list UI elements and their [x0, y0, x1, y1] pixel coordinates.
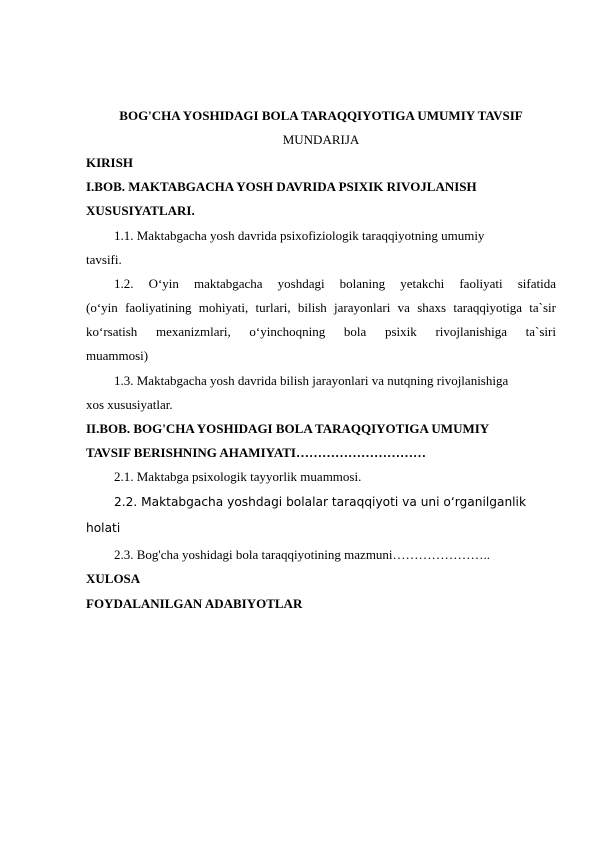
- toc-section-1-1-line1: 1.1. Maktabgacha yosh davrida psixofiziologik taraqqiyotning umumiy: [114, 228, 485, 243]
- toc-section-1-1-line2: tavsifi.: [86, 252, 122, 267]
- document-title: BOG'CHA YOSHIDAGI BOLA TARAQQIYOTIGA UMUMIY TAVSIF: [119, 108, 523, 123]
- toc-references: FOYDALANILGAN ADABIYOTLAR: [86, 596, 303, 611]
- toc-section-2-1: 2.1. Maktabga psixologik tayyorlik muammosi.: [114, 469, 362, 484]
- toc-section-2-2-line1: 2.2. Maktabgacha yoshdagi bolalar taraqqiyoti va uni o‘rganilganlik: [114, 495, 527, 509]
- toc-section-2-3: 2.3. Bog'cha yoshidagi bola taraqqiyotining mazmuni…………………..: [114, 547, 491, 562]
- toc-chapter1-title-line2: XUSUSIYATLARI.: [86, 203, 195, 218]
- toc-chapter2-title-line2: TAVSIF BERISHNING AHAMIYATI…………………………: [86, 445, 426, 460]
- toc-section-1-2-line1: 1.2. O‘yin maktabgacha yoshdagi bolaning yetakchi faoliyati sifatida: [114, 276, 556, 291]
- toc-section-1-2-line4: muammosi): [86, 348, 149, 363]
- toc-section-1-2-line3: ko‘rsatish mexanizmlari, o‘yinchoqning bola psixik rivojlanishiga ta`siri: [86, 324, 556, 339]
- toc-chapter1-title-line1: I.BOB. MAKTABGACHA YOSH DAVRIDA PSIXIK RIVOJLANISH: [86, 179, 477, 194]
- toc-conclusion: XULOSA: [86, 571, 141, 586]
- toc-heading: MUNDARIJA: [282, 132, 360, 147]
- toc-section-1-3-line1: 1.3. Maktabgacha yosh davrida bilish jarayonlari va nutqning rivojlanishiga: [114, 373, 509, 388]
- toc-intro: KIRISH: [86, 155, 133, 170]
- toc-chapter2-title-line1: II.BOB. BOG'CHA YOSHIDAGI BOLA TARAQQIYOTIGA UMUMIY: [86, 421, 490, 436]
- toc-section-1-3-line2: xos xususiyatlar.: [86, 397, 173, 412]
- toc-section-1-2-line2: (o‘yin faoliyatining mohiyati, turlari, bilish jarayonlari va shaxs taraqqiyotiga ta`sir: [86, 300, 556, 315]
- toc-section-2-2-line2: holati: [86, 521, 121, 535]
